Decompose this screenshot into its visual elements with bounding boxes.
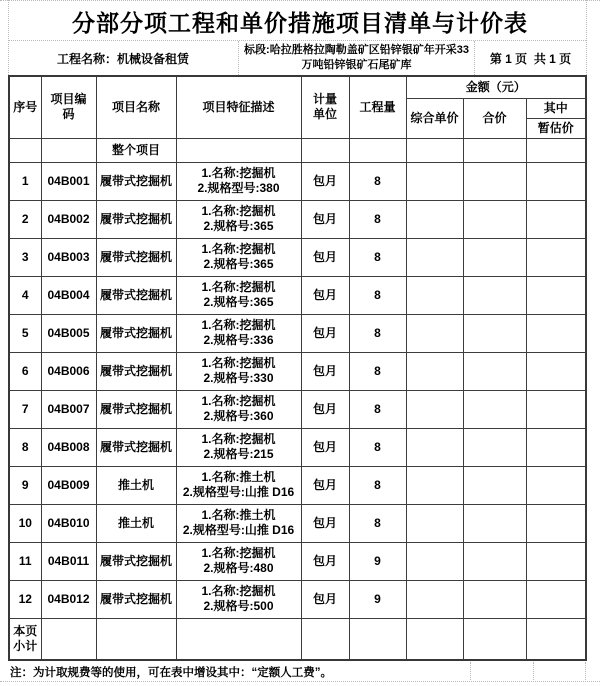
cell-estimate xyxy=(526,390,586,428)
cell-estimate xyxy=(526,200,586,238)
cell-unit: 包月 xyxy=(301,238,349,276)
feature-line-2: 2.规格型号:山推 D16 xyxy=(182,523,295,537)
cell-estimate xyxy=(526,580,586,618)
header-code-label: 项目编码 xyxy=(50,92,87,122)
cell-seq: 5 xyxy=(9,314,41,352)
cell-code: 04B007 xyxy=(41,390,96,428)
cell-code: 04B005 xyxy=(41,314,96,352)
cell-estimate xyxy=(526,276,586,314)
feature-line-2: 2.规格号:365 xyxy=(203,295,274,309)
table-row xyxy=(9,504,586,542)
table-row xyxy=(9,580,586,618)
cell-total-price xyxy=(463,542,526,580)
header-total-price: 合价 xyxy=(463,98,526,138)
feature-line-2: 2.规格号:500 xyxy=(203,599,274,613)
group-row xyxy=(9,138,586,162)
cell-total-price xyxy=(463,504,526,542)
cell-code: 04B003 xyxy=(41,238,96,276)
cell-total-price xyxy=(463,618,526,660)
cell-feature xyxy=(176,200,301,238)
table-row xyxy=(9,352,586,390)
feature-line-2: 2.规格号:365 xyxy=(203,219,274,233)
cell-seq xyxy=(9,138,41,162)
cell-total-price xyxy=(463,428,526,466)
cell-name: 履带式挖掘机 xyxy=(96,352,176,390)
cell-seq: 2 xyxy=(9,200,41,238)
feature-line-2: 2.规格号:360 xyxy=(203,409,274,423)
cell-feature xyxy=(176,580,301,618)
bottom-margin-line xyxy=(0,681,600,682)
feature-line-1: 1.名称:挖掘机 xyxy=(201,432,276,446)
table-row xyxy=(9,428,586,466)
feature-line-1: 1.名称:推土机 xyxy=(201,470,276,484)
cell-code xyxy=(41,618,96,660)
cell-name: 推土机 xyxy=(96,504,176,542)
cell-unit-price xyxy=(406,352,463,390)
cell-total-price xyxy=(463,390,526,428)
cell-qty: 8 xyxy=(349,390,406,428)
cell-name: 履带式挖掘机 xyxy=(96,314,176,352)
cell-code xyxy=(41,138,96,162)
feature-line-1: 1.名称:推土机 xyxy=(201,508,276,522)
cell-unit: 包月 xyxy=(301,466,349,504)
cell-unit-price xyxy=(406,276,463,314)
feature-line-1: 1.名称:挖掘机 xyxy=(201,204,276,218)
cell-unit: 包月 xyxy=(301,428,349,466)
cell-unit xyxy=(301,618,349,660)
cell-unit-price xyxy=(406,238,463,276)
feature-line-1: 1.名称:挖掘机 xyxy=(201,394,276,408)
header-estimate: 暂估价 xyxy=(526,118,586,138)
cell-seq: 4 xyxy=(9,276,41,314)
cell-unit: 包月 xyxy=(301,390,349,428)
cell-qty: 9 xyxy=(349,580,406,618)
group-label: 整个项目 xyxy=(96,138,176,162)
feature-line-1: 1.名称:挖掘机 xyxy=(201,242,276,256)
cell-name: 履带式挖掘机 xyxy=(96,428,176,466)
cell-feature xyxy=(176,138,301,162)
cell-seq: 6 xyxy=(9,352,41,390)
cell-total-price xyxy=(463,580,526,618)
bill-table xyxy=(8,75,587,661)
cell-name: 履带式挖掘机 xyxy=(96,200,176,238)
table-row xyxy=(9,200,586,238)
header-name: 项目名称 xyxy=(96,76,176,138)
cell-unit-price xyxy=(406,542,463,580)
feature-line-2: 2.规格号:215 xyxy=(203,447,274,461)
cell-unit-price xyxy=(406,314,463,352)
cell-feature xyxy=(176,276,301,314)
subtotal-row xyxy=(9,618,586,660)
cell-estimate xyxy=(526,352,586,390)
cell-name: 履带式挖掘机 xyxy=(96,390,176,428)
cell-code: 04B009 xyxy=(41,466,96,504)
cell-estimate xyxy=(526,466,586,504)
page-number-label: 第 1 页 共 1 页 xyxy=(489,51,572,66)
cell-qty: 9 xyxy=(349,542,406,580)
cell-name: 履带式挖掘机 xyxy=(96,542,176,580)
table-row xyxy=(9,238,586,276)
cell-estimate xyxy=(526,542,586,580)
cell-qty: 8 xyxy=(349,314,406,352)
cell-seq: 12 xyxy=(9,580,41,618)
cell-unit-price xyxy=(406,618,463,660)
cell-name: 履带式挖掘机 xyxy=(96,162,176,200)
table-row xyxy=(9,390,586,428)
cell-code: 04B006 xyxy=(41,352,96,390)
cell-estimate xyxy=(526,238,586,276)
section-label: 标段:哈拉胜格拉陶勒盖矿区铅锌银矿年开采33万吨铅锌银矿石尾矿库 xyxy=(238,41,475,75)
cell-unit: 包月 xyxy=(301,504,349,542)
header-unit xyxy=(301,76,349,138)
cell-unit: 包月 xyxy=(301,162,349,200)
cell-feature xyxy=(176,162,301,200)
cell-code: 04B012 xyxy=(41,580,96,618)
table-row xyxy=(9,314,586,352)
grid-line xyxy=(585,662,586,680)
header-feature: 项目特征描述 xyxy=(176,76,301,138)
cell-unit-price xyxy=(406,390,463,428)
feature-line-2: 2.规格号:365 xyxy=(203,257,274,271)
feature-line-1: 1.名称:挖掘机 xyxy=(201,584,276,598)
header-seq: 序号 xyxy=(9,76,41,138)
cell-qty: 8 xyxy=(349,162,406,200)
header-qty: 工程量 xyxy=(349,76,406,138)
feature-line-2: 2.规格型号:山推 D16 xyxy=(182,485,295,499)
cell-estimate xyxy=(526,504,586,542)
cell-total-price xyxy=(463,238,526,276)
cell-unit: 包月 xyxy=(301,580,349,618)
cell-total-price xyxy=(463,352,526,390)
cell-feature xyxy=(176,504,301,542)
cell-qty: 8 xyxy=(349,276,406,314)
feature-line-2: 2.规格型号:380 xyxy=(197,181,280,195)
header-unit-label: 计量单位 xyxy=(312,92,337,122)
feature-line-2: 2.规格号:336 xyxy=(203,333,274,347)
project-name-label: 工程名称：机械设备租赁 xyxy=(56,51,189,66)
cell-total-price xyxy=(463,276,526,314)
header-code xyxy=(41,76,96,138)
header-among: 其中 xyxy=(526,98,586,118)
cell-name: 履带式挖掘机 xyxy=(96,276,176,314)
cell-total-price xyxy=(463,162,526,200)
cell-total-price xyxy=(463,138,526,162)
cell-qty: 8 xyxy=(349,238,406,276)
cell-qty: 8 xyxy=(349,352,406,390)
cell-estimate xyxy=(526,314,586,352)
cell-qty: 8 xyxy=(349,428,406,466)
cell-unit-price xyxy=(406,428,463,466)
cell-name: 履带式挖掘机 xyxy=(96,238,176,276)
cell-estimate xyxy=(526,428,586,466)
feature-line-1: 1.名称:挖掘机 xyxy=(201,166,276,180)
cell-name: 推土机 xyxy=(96,466,176,504)
cell-code: 04B001 xyxy=(41,162,96,200)
cell-name: 履带式挖掘机 xyxy=(96,580,176,618)
feature-line-2: 2.规格号:330 xyxy=(203,371,274,385)
feature-line-1: 1.名称:挖掘机 xyxy=(201,546,276,560)
header-row-1 xyxy=(9,76,586,98)
cell-seq: 9 xyxy=(9,466,41,504)
page-title: 分部分项工程和单价措施项目清单与计价表 xyxy=(72,11,528,36)
footnote: 注：为计取规费等的使用，可在表中增设其中：“定额人工费”。 xyxy=(10,667,332,679)
cell-estimate xyxy=(526,138,586,162)
cell-total-price xyxy=(463,466,526,504)
cell-feature xyxy=(176,428,301,466)
cell-unit-price xyxy=(406,138,463,162)
cell-unit-price xyxy=(406,200,463,238)
cell-unit-price xyxy=(406,504,463,542)
feature-line-1: 1.名称:挖掘机 xyxy=(201,280,276,294)
table-row xyxy=(9,162,586,200)
cell-unit xyxy=(301,138,349,162)
feature-line-1: 1.名称:挖掘机 xyxy=(201,356,276,370)
cell-qty xyxy=(349,618,406,660)
cell-unit: 包月 xyxy=(301,314,349,352)
header-amount-group: 金额（元） xyxy=(406,76,586,98)
cell-qty: 8 xyxy=(349,504,406,542)
cell-total-price xyxy=(463,200,526,238)
cell-feature xyxy=(176,352,301,390)
cell-seq: 11 xyxy=(9,542,41,580)
cell-seq: 10 xyxy=(9,504,41,542)
cell-seq: 3 xyxy=(9,238,41,276)
cell-unit: 包月 xyxy=(301,200,349,238)
top-margin-line xyxy=(0,0,600,1)
cell-code: 04B010 xyxy=(41,504,96,542)
table-row xyxy=(9,542,586,580)
table-row xyxy=(9,466,586,504)
cell-qty: 8 xyxy=(349,200,406,238)
cell-feature xyxy=(176,238,301,276)
cell-unit-price xyxy=(406,162,463,200)
cell-feature xyxy=(176,618,301,660)
cell-feature xyxy=(176,390,301,428)
cell-feature xyxy=(176,542,301,580)
cell-code: 04B008 xyxy=(41,428,96,466)
cell-seq: 7 xyxy=(9,390,41,428)
cell-unit: 包月 xyxy=(301,276,349,314)
info-band xyxy=(8,41,586,75)
cell-feature xyxy=(176,466,301,504)
cell-name xyxy=(96,618,176,660)
cell-unit-price xyxy=(406,466,463,504)
cell-unit: 包月 xyxy=(301,542,349,580)
cell-seq: 8 xyxy=(9,428,41,466)
cell-code: 04B002 xyxy=(41,200,96,238)
cell-qty xyxy=(349,138,406,162)
feature-line-2: 2.规格号:480 xyxy=(203,561,274,575)
cell-unit-price xyxy=(406,580,463,618)
feature-line-1: 1.名称:挖掘机 xyxy=(201,318,276,332)
table-row xyxy=(9,276,586,314)
cell-estimate xyxy=(526,162,586,200)
cell-total-price xyxy=(463,314,526,352)
subtotal-label: 本页小计 xyxy=(9,618,41,660)
cell-code: 04B011 xyxy=(41,542,96,580)
cell-seq: 1 xyxy=(9,162,41,200)
cell-unit: 包月 xyxy=(301,352,349,390)
cell-feature xyxy=(176,314,301,352)
cell-qty: 8 xyxy=(349,466,406,504)
cell-estimate xyxy=(526,618,586,660)
cell-code: 04B004 xyxy=(41,276,96,314)
header-unit-price: 综合单价 xyxy=(406,98,463,138)
